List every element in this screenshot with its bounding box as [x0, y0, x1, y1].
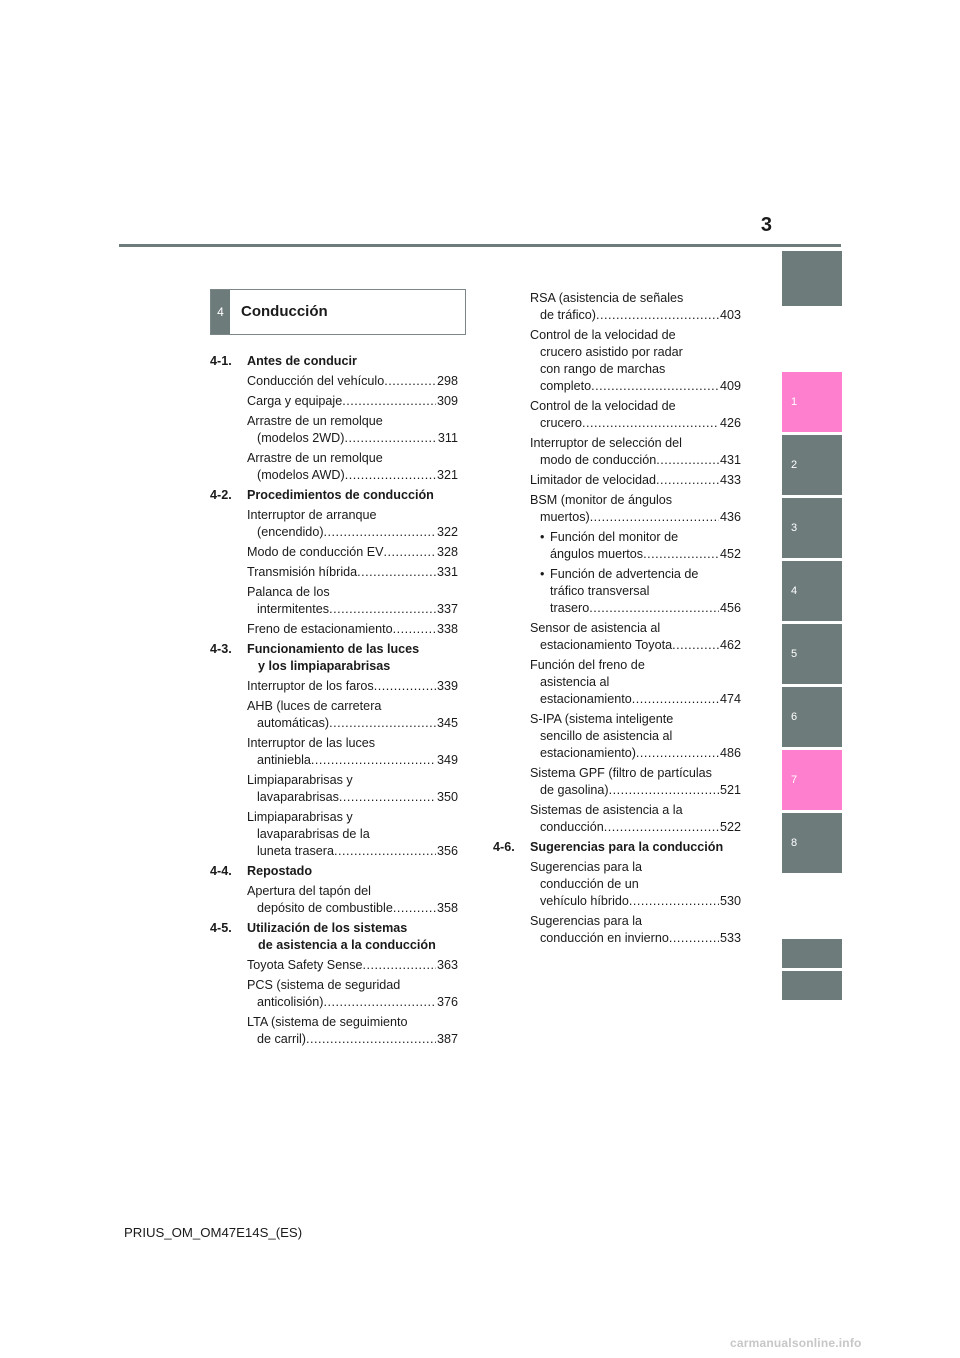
toc-page-number: 339: [436, 679, 458, 693]
toc-entry-line: lavaparabrisas de la: [257, 827, 370, 841]
toc-entry-text: depósito de combustible: [257, 901, 393, 915]
dot-leader: [306, 1031, 436, 1048]
toc-entry-line: [247, 564, 458, 581]
dot-leader: [393, 900, 436, 917]
toc-entry-line: [530, 509, 741, 526]
dot-leader: [357, 564, 436, 581]
section-title: Conducción: [241, 303, 328, 320]
toc-entry-text: intermitentes: [257, 602, 330, 616]
dot-leader: [636, 745, 719, 762]
toc-entry-text: de carril): [257, 1032, 306, 1046]
toc-group-title-line: Procedimientos de conducción: [247, 488, 434, 502]
dot-leader: [656, 452, 719, 469]
toc-page-number: 456: [719, 601, 741, 615]
toc-entry-line: [540, 529, 741, 546]
bullet-icon: •: [540, 530, 545, 544]
toc-entry: [247, 544, 458, 561]
toc-entry-line: Limpiaparabrisas y: [247, 773, 353, 787]
chapter-tab-label: 2: [791, 459, 798, 471]
toc-entry-line: [530, 415, 741, 432]
toc-entry-text: (modelos 2WD): [257, 431, 345, 445]
toc-entry-text: estacionamiento): [540, 746, 636, 760]
dot-leader: [609, 782, 719, 799]
toc-page-number: 337: [436, 602, 458, 616]
toc-entry-line: [540, 566, 741, 583]
chapter-tab-label: 1: [791, 396, 798, 408]
toc-entry-text: Función de advertencia de: [550, 567, 699, 581]
toc-page-number: 321: [436, 468, 458, 482]
dot-leader: [342, 393, 436, 410]
toc-entry-text: conducción: [540, 820, 604, 834]
toc-entry-text: (modelos AWD): [257, 468, 345, 482]
dot-leader: [345, 467, 436, 484]
toc-entry: [530, 290, 741, 324]
toc-entry-line: AHB (luces de carretera: [247, 699, 382, 713]
toc-page-number: 349: [436, 753, 458, 767]
toc-entry: [530, 859, 741, 910]
toc-entry: [247, 413, 458, 447]
toc-entry-line: [530, 307, 741, 324]
toc-entry: [530, 327, 741, 395]
toc-page-number: 350: [436, 790, 458, 804]
toc-entry-text: Conducción del vehículo: [247, 374, 385, 388]
toc-group-number: 4-3.: [210, 642, 232, 656]
chapter-tab[interactable]: [782, 561, 842, 621]
toc-entry-line: [530, 745, 741, 762]
toc-entry-line: tráfico transversal: [550, 584, 650, 598]
toc-entry-line: [530, 472, 741, 489]
toc-entry-text: antiniebla: [257, 753, 311, 767]
toc-entry: [247, 564, 458, 581]
toc-entry-text: anticolisión): [257, 995, 324, 1009]
toc-entry-text: Toyota Safety Sense: [247, 958, 363, 972]
toc-entry-text: vehículo híbrido: [540, 894, 629, 908]
toc-group-title: [210, 353, 458, 370]
toc-continuation: [493, 290, 741, 836]
toc-entry: [530, 913, 741, 947]
toc-entry: [247, 883, 458, 917]
toc-entry-line: Palanca de los: [247, 585, 330, 599]
toc-entry-text: ángulos muertos: [550, 547, 644, 561]
toc-page-number: 358: [436, 901, 458, 915]
toc-page-number: 486: [719, 746, 741, 760]
toc-page-number: 530: [719, 894, 741, 908]
toc-entry: [530, 398, 741, 432]
toc-entry-line: Arrastre de un remolque: [247, 414, 383, 428]
toc-entry: [247, 450, 458, 484]
toc-group: [210, 863, 458, 917]
toc-entry-text: lavaparabrisas: [257, 790, 339, 804]
toc-entry-line: Control de la velocidad de: [530, 328, 676, 342]
dot-leader: [324, 994, 436, 1011]
toc-entry-line: Sugerencias para la: [530, 914, 643, 928]
toc-entry: [247, 977, 458, 1011]
toc-entry-line: sencillo de asistencia al: [540, 729, 673, 743]
page-number: 3: [760, 214, 772, 236]
toc-entry-line: [247, 393, 458, 410]
chapter-tab[interactable]: [782, 813, 842, 873]
toc-entry: [530, 765, 741, 799]
chapter-tab[interactable]: [782, 624, 842, 684]
toc-page-number: 363: [436, 958, 458, 972]
dot-leader: [604, 819, 719, 836]
toc-page-number: 426: [719, 416, 741, 430]
toc-entry: [247, 373, 458, 390]
toc-entry-line: Limpiaparabrisas y: [247, 810, 353, 824]
toc-entry-line: BSM (monitor de ángulos: [530, 493, 673, 507]
toc-entry-line: asistencia al: [540, 675, 610, 689]
dot-leader: [656, 472, 719, 489]
toc-entry: [530, 711, 741, 762]
toc-entry-line: Sugerencias para la: [530, 860, 643, 874]
toc-group-number: 4-1.: [210, 354, 232, 368]
toc-group-title-line: Sugerencias para la conducción: [530, 840, 724, 854]
toc-entry-line: [247, 467, 458, 484]
toc-entry-line: Sistema GPF (filtro de partículas: [530, 766, 712, 780]
toc-page-number: 436: [719, 510, 741, 524]
toc-entry-line: [247, 789, 458, 806]
toc-group: [493, 839, 741, 947]
toc-group-title-line: Repostado: [247, 864, 313, 878]
dot-leader: [339, 789, 436, 806]
toc-group-title-line: y los limpiaparabrisas: [258, 659, 391, 673]
toc-group: [210, 641, 458, 860]
toc-entry-text: Interruptor de los faros: [247, 679, 374, 693]
toc-group-number: 4-4.: [210, 864, 232, 878]
toc-entry-line: [540, 600, 741, 617]
toc-page-number: 521: [719, 783, 741, 797]
toc-entry-text: Modo de conducción EV: [247, 545, 384, 559]
toc-entry-text: Carga y equipaje: [247, 394, 343, 408]
toc-entry-line: [247, 601, 458, 618]
toc-entry-line: con rango de marchas: [540, 362, 666, 376]
dot-leader: [669, 930, 719, 947]
toc-group-title-line: de asistencia a la conducción: [258, 938, 436, 952]
chapter-tab[interactable]: [782, 435, 842, 495]
toc-entry-text: crucero: [540, 416, 582, 430]
chapter-tab-label: 6: [791, 711, 798, 723]
toc-entry-line: Control de la velocidad de: [530, 399, 676, 413]
toc-entry-line: RSA (asistencia de señales: [530, 291, 684, 305]
toc-group-title: [210, 487, 458, 504]
chapter-tab[interactable]: [782, 687, 842, 747]
toc-entry-text: conducción en invierno: [540, 931, 669, 945]
toc-entry-text: estacionamiento: [540, 692, 632, 706]
toc-entry-line: Arrastre de un remolque: [247, 451, 383, 465]
toc-entry-text: completo: [540, 379, 592, 393]
toc-page-number: 403: [719, 308, 741, 322]
dot-leader: [374, 678, 436, 695]
toc-entry: [530, 435, 741, 469]
dot-leader: [393, 621, 436, 638]
toc-page-number: 433: [719, 473, 741, 487]
toc-entry: [247, 809, 458, 860]
dot-leader: [589, 600, 719, 617]
toc-entry-line: [530, 893, 741, 910]
chapter-tab[interactable]: [782, 939, 842, 968]
toc-entry-text: automáticas): [257, 716, 330, 730]
dot-leader: [596, 307, 719, 324]
toc-entry: [247, 678, 458, 695]
chapter-tab[interactable]: [782, 750, 842, 810]
toc-entry-line: [247, 957, 458, 974]
toc-page-number: 522: [719, 820, 741, 834]
toc-entry-line: [530, 782, 741, 799]
toc-page-number: 533: [719, 931, 741, 945]
toc-entry-text: (encendido): [257, 525, 324, 539]
toc-column-left: [210, 353, 458, 1051]
toc-page-number: 356: [436, 844, 458, 858]
section-number: 4: [211, 290, 230, 334]
toc-entry: [530, 802, 741, 836]
toc-entry-text: Transmisión híbrida: [247, 565, 358, 579]
toc-entry-line: [530, 452, 741, 469]
toc-page-number: 376: [436, 995, 458, 1009]
toc-entry-text: muertos): [540, 510, 590, 524]
toc-entry-line: [247, 430, 458, 447]
toc-entry: [247, 584, 458, 618]
toc-subentry: [540, 566, 741, 617]
toc-entry-line: Interruptor de las luces: [247, 736, 376, 750]
toc-entry: [247, 957, 458, 974]
toc-group: [210, 353, 458, 484]
toc-entry-line: [247, 994, 458, 1011]
toc-page-number: 322: [436, 525, 458, 539]
toc-group: [210, 920, 458, 1048]
dot-leader: [384, 373, 436, 390]
toc-page-number: 338: [436, 622, 458, 636]
toc-page-number: 298: [436, 374, 458, 388]
toc-group-number: 4-6.: [493, 840, 515, 854]
toc-entry-line: [530, 378, 741, 395]
toc-entry-line: [530, 819, 741, 836]
toc-entry-line: [247, 544, 458, 561]
toc-entry-text: de tráfico): [540, 308, 596, 322]
toc-entry-text: estacionamiento Toyota: [540, 638, 673, 652]
toc-page-number: 311: [437, 431, 458, 445]
toc-entry: [530, 492, 741, 526]
dot-leader: [334, 843, 436, 860]
watermark: carmanualsonline.info: [730, 1336, 862, 1350]
toc-page-number: 474: [719, 692, 741, 706]
toc-entry-text: Función del monitor de: [550, 530, 679, 544]
toc-entry-line: Sistemas de asistencia a la: [530, 803, 683, 817]
toc-entry-line: [540, 546, 741, 563]
toc-group-title-line: Antes de conducir: [247, 354, 357, 368]
toc-entry-line: [247, 715, 458, 732]
toc-entry-line: S-IPA (sistema inteligente: [530, 712, 674, 726]
toc-group-title-line: Utilización de los sistemas: [247, 921, 408, 935]
dot-leader: [384, 544, 436, 561]
toc-page-number: 345: [436, 716, 458, 730]
toc-entry: [247, 735, 458, 769]
toc-entry: [247, 393, 458, 410]
toc-group: [210, 487, 458, 638]
dot-leader: [591, 378, 719, 395]
toc-entry-text: de gasolina): [540, 783, 609, 797]
toc-entry-line: Función del freno de: [530, 658, 645, 672]
dot-leader: [311, 752, 436, 769]
toc-entry-text: Freno de estacionamiento: [247, 622, 393, 636]
toc-group-title: [493, 839, 741, 856]
toc-page-number: 331: [436, 565, 458, 579]
chapter-tab[interactable]: [782, 251, 842, 306]
toc-entry-text: Limitador de velocidad: [530, 473, 657, 487]
toc-subentry: [540, 529, 741, 563]
toc-entry-line: [247, 900, 458, 917]
toc-entry-line: [247, 373, 458, 390]
toc-entry: [530, 620, 741, 654]
toc-entry: [247, 698, 458, 732]
toc-entry-line: LTA (sistema de seguimiento: [247, 1015, 408, 1029]
toc-group-number: 4-5.: [210, 921, 232, 935]
dot-leader: [643, 546, 719, 563]
toc-entry-line: [247, 524, 458, 541]
dot-leader: [329, 715, 436, 732]
dot-leader: [590, 509, 719, 526]
toc-entry-line: Interruptor de arranque: [247, 508, 377, 522]
toc-entry: [247, 621, 458, 638]
toc-group-title-line: Funcionamiento de las luces: [247, 642, 420, 656]
toc-entry-line: [247, 621, 458, 638]
toc-entry-line: [530, 691, 741, 708]
chapter-tab-label: 3: [791, 522, 798, 534]
toc-entry: [247, 772, 458, 806]
chapter-tab[interactable]: [782, 498, 842, 558]
toc-entry: [247, 507, 458, 541]
document-code: PRIUS_OM_OM47E14S_(ES): [124, 1225, 303, 1240]
toc-entry-line: [530, 930, 741, 947]
chapter-tab[interactable]: [782, 971, 842, 1000]
toc-entry-line: Sensor de asistencia al: [530, 621, 661, 635]
dot-leader: [672, 637, 719, 654]
toc-page-number: 328: [436, 545, 458, 559]
header-rule: [119, 244, 841, 247]
toc-entry: [530, 472, 741, 489]
section-header: [210, 289, 466, 335]
dot-leader: [629, 893, 719, 910]
toc-entry-line: crucero asistido por radar: [540, 345, 683, 359]
toc-page-number: 409: [719, 379, 741, 393]
dot-leader: [324, 524, 436, 541]
dot-leader: [582, 415, 719, 432]
toc-entry: [247, 1014, 458, 1048]
toc-page-number: 462: [719, 638, 741, 652]
toc-entry-text: luneta trasera: [257, 844, 335, 858]
chapter-tab-label: 7: [791, 774, 798, 786]
toc-entry-line: PCS (sistema de seguridad: [247, 978, 401, 992]
toc-group-title: [210, 863, 458, 880]
toc-entry-line: [530, 637, 741, 654]
toc-group-number: 4-2.: [210, 488, 232, 502]
toc-page-number: 452: [719, 547, 741, 561]
toc-page-number: 309: [436, 394, 458, 408]
dot-leader: [632, 691, 719, 708]
toc-page-number: 431: [719, 453, 741, 467]
dot-leader: [329, 601, 436, 618]
toc-group-title: [210, 641, 458, 675]
toc-group-title: [210, 920, 458, 954]
toc-entry-line: [247, 1031, 458, 1048]
chapter-tab-label: 5: [791, 648, 798, 660]
toc-entry-line: Interruptor de selección del: [530, 436, 682, 450]
toc-entry-text: trasero: [550, 601, 590, 615]
toc-column-right: [493, 287, 741, 950]
toc-entry-line: [247, 752, 458, 769]
toc-entry-line: [247, 843, 458, 860]
chapter-tab[interactable]: [782, 372, 842, 432]
toc-entry-text: modo de conducción: [540, 453, 657, 467]
dot-leader: [344, 430, 436, 447]
chapter-tab-label: 4: [791, 585, 798, 597]
chapter-tab-label: 8: [791, 837, 798, 849]
toc-entry-line: [247, 678, 458, 695]
toc-entry-line: conducción de un: [540, 877, 639, 891]
toc-entry: [530, 657, 741, 708]
toc-entry-line: Apertura del tapón del: [247, 884, 371, 898]
dot-leader: [363, 957, 436, 974]
toc-page-number: 387: [436, 1032, 458, 1046]
bullet-icon: •: [540, 567, 545, 581]
